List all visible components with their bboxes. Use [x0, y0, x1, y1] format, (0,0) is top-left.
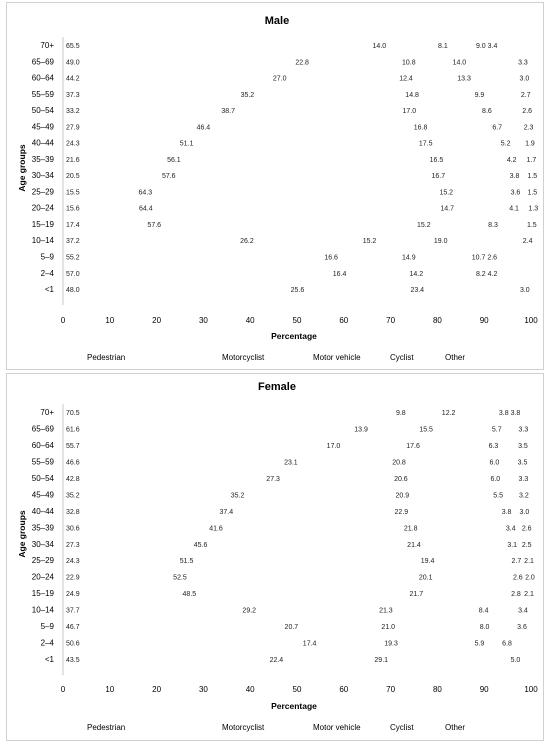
- data-label: 21.3: [379, 607, 393, 615]
- data-label: 46.4: [196, 124, 211, 132]
- bar-segment: [63, 504, 217, 517]
- data-label: 17.5: [418, 140, 433, 148]
- data-label: 22.9: [66, 574, 80, 582]
- bar-segment: [237, 234, 360, 247]
- data-label: 3.0: [519, 75, 530, 83]
- bar-segment: [63, 554, 177, 567]
- data-label: 3.3: [518, 426, 529, 434]
- y-tick-label: 60–64: [31, 73, 54, 83]
- data-label: 3.5: [518, 442, 528, 450]
- data-label: 5.0: [510, 657, 521, 665]
- data-label: 19.3: [384, 640, 398, 648]
- male-chart: [7, 3, 543, 369]
- data-label: 2.6: [512, 574, 523, 582]
- data-label: 3.8: [509, 173, 520, 181]
- data-label: 24.9: [66, 591, 80, 599]
- legend-entry: Motor vehicle: [313, 353, 361, 362]
- data-label: 2.3: [523, 124, 534, 132]
- data-label: 16.8: [413, 124, 428, 132]
- data-label: 10.8: [402, 59, 416, 67]
- bar-segment: [217, 504, 392, 517]
- data-label: 51.1: [179, 140, 194, 148]
- data-label: 3.2: [519, 492, 529, 500]
- data-label: 33.2: [66, 108, 80, 116]
- y-tick-label: 2–4: [40, 268, 54, 278]
- data-label: 14.7: [440, 205, 455, 213]
- chart-title: Female: [258, 381, 296, 393]
- data-label: 2.1: [524, 591, 534, 599]
- x-tick-label: 70: [386, 316, 396, 325]
- data-label: 35.2: [66, 492, 80, 500]
- bar-segment: [63, 537, 191, 550]
- data-label: 15.5: [419, 426, 433, 434]
- data-label: 12.2: [441, 410, 456, 417]
- y-tick-label: 30–34: [31, 539, 54, 549]
- data-label: 1.3: [528, 205, 539, 213]
- data-label: 3.4: [518, 607, 528, 615]
- x-tick-label: 80: [432, 685, 442, 694]
- data-label: 29.1: [374, 657, 389, 665]
- bar-segment: [63, 636, 300, 649]
- bar-segment: [63, 405, 393, 418]
- data-label: 21.7: [409, 591, 424, 599]
- x-tick-label: 50: [292, 685, 302, 694]
- bar-segment: [63, 55, 292, 68]
- data-label: 2.0: [525, 574, 535, 582]
- bar-segment: [191, 537, 404, 550]
- data-label: 5.2: [500, 140, 511, 148]
- data-label: 27.3: [266, 475, 280, 483]
- data-label: 2.1: [524, 558, 534, 566]
- y-tick-label: 25–29: [31, 187, 54, 197]
- data-label: 20.9: [395, 492, 410, 500]
- data-label: 6.0: [489, 459, 500, 467]
- data-label: 14.2: [409, 270, 424, 278]
- data-label: 3.8: [501, 508, 512, 516]
- data-label: 17.0: [402, 108, 417, 116]
- bar-segment: [177, 136, 416, 149]
- data-label: 8.4: [478, 607, 489, 615]
- y-tick-label: 15–19: [31, 219, 54, 229]
- data-label: 20.6: [394, 475, 408, 483]
- y-tick-label: 65–69: [31, 57, 54, 67]
- bar-segment: [63, 438, 324, 451]
- x-axis-label: Percentage: [271, 331, 317, 341]
- data-label: 23.4: [410, 287, 425, 295]
- y-tick-label: 5–9: [40, 622, 54, 632]
- data-label: 21.4: [407, 541, 421, 549]
- data-label: 38.7: [221, 108, 236, 116]
- data-label: 3.5: [517, 459, 528, 467]
- chart-title: Male: [264, 15, 290, 27]
- y-tick-label: 25–29: [31, 556, 54, 566]
- data-label: 20.8: [392, 459, 406, 467]
- data-label: 1.5: [527, 189, 538, 197]
- data-label: 61.6: [66, 426, 80, 434]
- x-tick-label: 60: [339, 316, 349, 325]
- data-label: 41.6: [209, 525, 223, 533]
- bar-segment: [63, 455, 281, 468]
- legend-entry: Cyclist: [390, 353, 414, 362]
- bar-segment: [63, 120, 194, 133]
- y-tick-label: 10–14: [31, 236, 54, 246]
- y-axis-label: Age groups: [17, 510, 27, 558]
- data-label: 21.8: [403, 525, 418, 533]
- legend-entry: Motorcyclist: [222, 353, 265, 362]
- y-tick-label: 5–9: [40, 252, 54, 262]
- data-label: 8.1: [438, 43, 448, 50]
- data-label: 13.3: [457, 75, 471, 83]
- y-tick-label: 2–4: [40, 638, 54, 648]
- data-label: 37.2: [66, 238, 80, 246]
- data-label: 14.0: [452, 59, 467, 67]
- bar-segment: [218, 104, 399, 117]
- data-label: 19.0: [433, 238, 448, 246]
- data-label: 6.3: [488, 442, 499, 450]
- bar-segment: [194, 120, 411, 133]
- male-chart-panel: [6, 2, 544, 370]
- data-label: 20.1: [418, 574, 433, 582]
- data-label: 49.0: [66, 59, 80, 67]
- data-label: 56.1: [167, 156, 181, 164]
- y-tick-label: 55–59: [31, 89, 54, 99]
- bar-segment: [63, 87, 238, 100]
- bar-segment: [206, 521, 401, 534]
- x-tick-label: 100: [524, 685, 538, 694]
- data-label: 4.1: [509, 205, 519, 213]
- data-label: 35.2: [240, 91, 255, 99]
- data-label: 5.5: [493, 492, 504, 500]
- data-label: 64.4: [139, 205, 153, 213]
- bar-segment: [63, 283, 288, 296]
- data-label: 2.6: [521, 525, 532, 533]
- bar-segment: [136, 185, 437, 198]
- bar-segment: [159, 169, 429, 182]
- bar-segment: [63, 603, 239, 616]
- bar-segment: [63, 652, 267, 665]
- y-tick-label: 40–44: [31, 138, 54, 148]
- data-label: 2.5: [521, 541, 532, 549]
- bar-segment: [164, 152, 427, 165]
- bar-segment: [288, 283, 408, 296]
- data-label: 9.0 3.4: [475, 43, 498, 50]
- y-tick-label: 70+: [40, 41, 54, 50]
- data-label: 20.7: [284, 624, 299, 632]
- data-label: 22.4: [269, 657, 284, 665]
- bar-segment: [63, 234, 237, 247]
- data-label: 52.5: [173, 574, 187, 582]
- y-tick-label: 30–34: [31, 171, 54, 181]
- data-label: 6.7: [492, 124, 503, 132]
- y-tick-label: 10–14: [31, 605, 54, 615]
- data-label: 3.3: [518, 475, 529, 483]
- x-tick-label: 80: [432, 316, 442, 325]
- data-label: 10.7 2.6: [471, 254, 498, 262]
- data-label: 25.6: [290, 287, 305, 295]
- data-label: 24.3: [66, 558, 80, 566]
- data-label: 5.9: [474, 640, 485, 648]
- y-tick-label: 50–54: [31, 106, 54, 116]
- data-label: 23.1: [284, 459, 298, 467]
- data-label: 2.6: [522, 108, 533, 116]
- y-tick-label: 70+: [40, 408, 54, 417]
- data-label: 1.9: [525, 140, 535, 148]
- bar-segment: [371, 652, 507, 665]
- y-tick-label: 15–19: [31, 589, 54, 599]
- y-tick-label: 45–49: [31, 490, 54, 500]
- data-label: 3.3: [518, 59, 528, 67]
- data-label: 15.2: [439, 189, 454, 197]
- bar-segment: [63, 250, 321, 263]
- x-tick-label: 40: [245, 685, 255, 694]
- data-label: 37.7: [66, 607, 80, 615]
- y-tick-label: 45–49: [31, 122, 54, 132]
- data-label: 8.6: [482, 108, 492, 116]
- legend-entry: Motor vehicle: [313, 723, 361, 732]
- data-label: 22.8: [295, 59, 309, 67]
- x-tick-label: 20: [152, 685, 162, 694]
- data-label: 46.6: [66, 459, 80, 467]
- y-tick-label: <1: [44, 285, 54, 295]
- data-label: 21.6: [66, 156, 80, 164]
- data-label: 3.6: [517, 624, 527, 632]
- data-label: 2.4: [522, 238, 533, 246]
- y-tick-label: 55–59: [31, 457, 54, 467]
- data-label: 24.3: [66, 140, 80, 148]
- data-label: 6.0: [490, 475, 501, 483]
- data-label: 12.4: [399, 75, 413, 83]
- data-label: 44.2: [66, 75, 80, 83]
- data-label: 19.4: [420, 558, 435, 566]
- legend-entry: Pedestrian: [87, 353, 126, 362]
- bar-segment: [270, 71, 396, 84]
- data-label: 55.2: [66, 254, 80, 262]
- bar-segment: [180, 587, 407, 600]
- data-label: 20.5: [66, 173, 80, 181]
- data-label: 2.8: [511, 591, 521, 599]
- data-label: 27.3: [66, 541, 80, 549]
- bar-segment: [63, 71, 270, 84]
- data-label: 15.6: [66, 205, 80, 213]
- data-label: 57.6: [147, 221, 162, 229]
- y-tick-label: 20–24: [31, 203, 54, 213]
- data-label: 14.9: [402, 254, 416, 262]
- x-tick-label: 90: [479, 316, 489, 325]
- x-tick-label: 10: [105, 316, 115, 325]
- data-label: 8.3: [488, 221, 498, 229]
- legend-entry: Cyclist: [390, 723, 414, 732]
- legend-entry: Other: [445, 723, 466, 732]
- data-label: 42.8: [66, 475, 80, 483]
- bar-segment: [63, 422, 351, 435]
- data-label: 64.3: [138, 189, 153, 197]
- x-tick-label: 30: [198, 316, 208, 325]
- x-tick-label: 60: [339, 685, 349, 694]
- bar-segment: [263, 471, 391, 484]
- bar-segment: [63, 587, 180, 600]
- x-tick-label: 40: [245, 316, 255, 325]
- data-label: 27.9: [66, 124, 80, 132]
- data-label: 21.0: [381, 624, 396, 632]
- data-label: 13.9: [354, 426, 368, 434]
- y-tick-label: 65–69: [31, 424, 54, 434]
- data-label: 45.6: [193, 541, 208, 549]
- bar-segment: [63, 488, 228, 501]
- y-tick-label: 20–24: [31, 572, 54, 582]
- bar-segment: [177, 554, 418, 567]
- data-label: 48.5: [182, 591, 197, 599]
- bar-segment: [63, 620, 282, 633]
- x-tick-label: 90: [479, 685, 489, 694]
- data-label: 37.3: [66, 91, 80, 99]
- bar-segment: [63, 521, 206, 534]
- y-tick-label: 40–44: [31, 506, 54, 516]
- x-tick-label: 0: [60, 316, 66, 325]
- data-label: 17.6: [406, 442, 420, 450]
- legend-entry: Motorcyclist: [222, 723, 265, 732]
- bar-segment: [63, 38, 370, 51]
- y-tick-label: 35–39: [31, 154, 54, 164]
- data-label: 37.4: [219, 508, 234, 516]
- x-tick-label: 20: [152, 316, 162, 325]
- data-label: 5.7: [491, 426, 502, 434]
- bar-segment: [144, 217, 414, 230]
- data-label: 6.8: [502, 640, 512, 648]
- data-label: 15.2: [417, 221, 431, 229]
- data-label: 16.6: [324, 254, 338, 262]
- data-label: 57.0: [66, 270, 80, 278]
- data-label: 16.7: [431, 173, 446, 181]
- data-label: 22.9: [394, 508, 409, 516]
- x-tick-label: 30: [198, 685, 208, 694]
- data-label: 2.7: [520, 91, 531, 99]
- x-axis-label: Percentage: [271, 701, 317, 711]
- data-label: 32.8: [66, 508, 80, 516]
- bar-segment: [239, 603, 376, 616]
- data-label: 8.2 4.2: [475, 270, 498, 278]
- data-label: 46.7: [66, 624, 80, 632]
- data-label: 3.0: [519, 287, 530, 295]
- data-label: 14.0: [372, 43, 387, 50]
- y-axis-label: Age groups: [17, 144, 27, 192]
- y-tick-label: 50–54: [31, 473, 54, 483]
- data-label: 17.4: [302, 640, 317, 648]
- data-label: 3.4: [505, 525, 516, 533]
- data-label: 8.0: [479, 624, 490, 632]
- data-label: 57.6: [161, 173, 176, 181]
- bar-segment: [170, 570, 416, 583]
- y-tick-label: 35–39: [31, 523, 54, 533]
- bar-segment: [238, 87, 403, 100]
- data-label: 70.5: [66, 410, 80, 417]
- data-label: 14.8: [405, 91, 419, 99]
- female-chart-panel: [6, 373, 544, 741]
- data-label: 1.5: [527, 173, 538, 181]
- data-label: 16.5: [429, 156, 444, 164]
- data-label: 30.6: [66, 525, 80, 533]
- x-tick-label: 70: [386, 685, 396, 694]
- data-label: 9.9: [474, 91, 485, 99]
- data-label: 3.8 3.8: [498, 410, 521, 417]
- data-label: 1.7: [526, 156, 537, 164]
- data-label: 16.4: [332, 270, 347, 278]
- data-label: 4.2: [506, 156, 517, 164]
- y-tick-label: <1: [44, 655, 54, 665]
- data-label: 1.5: [526, 221, 537, 229]
- legend-entry: Other: [445, 353, 466, 362]
- bar-segment: [63, 136, 177, 149]
- data-label: 43.5: [66, 657, 80, 665]
- data-label: 9.8: [395, 410, 406, 417]
- data-label: 26.2: [240, 238, 254, 246]
- data-label: 17.0: [326, 442, 341, 450]
- bar-segment: [228, 488, 393, 501]
- data-label: 55.7: [66, 442, 80, 450]
- data-label: 3.1: [507, 541, 518, 549]
- data-label: 65.5: [66, 43, 80, 50]
- data-label: 48.0: [66, 287, 80, 295]
- x-tick-label: 0: [60, 685, 66, 694]
- data-label: 17.4: [66, 221, 80, 229]
- bar-segment: [136, 201, 437, 214]
- data-label: 29.2: [242, 607, 257, 615]
- data-label: 15.2: [362, 238, 377, 246]
- data-label: 35.2: [230, 492, 245, 500]
- plot-area: [32, 404, 538, 732]
- y-tick-label: 60–64: [31, 440, 54, 450]
- data-label: 50.6: [66, 640, 80, 648]
- x-tick-label: 10: [105, 685, 115, 694]
- data-label: 3.6: [510, 189, 521, 197]
- x-tick-label: 100: [524, 316, 538, 325]
- plot-area: [32, 37, 538, 362]
- bar-segment: [63, 266, 330, 279]
- data-label: 15.5: [66, 189, 80, 197]
- legend-entry: Pedestrian: [87, 723, 126, 732]
- bar-segment: [63, 471, 263, 484]
- x-tick-label: 50: [292, 316, 302, 325]
- data-label: 2.7: [511, 558, 522, 566]
- bar-segment: [63, 104, 218, 117]
- data-label: 27.0: [272, 75, 287, 83]
- data-label: 3.0: [519, 508, 530, 516]
- data-label: 51.5: [179, 558, 194, 566]
- female-chart: [7, 374, 543, 740]
